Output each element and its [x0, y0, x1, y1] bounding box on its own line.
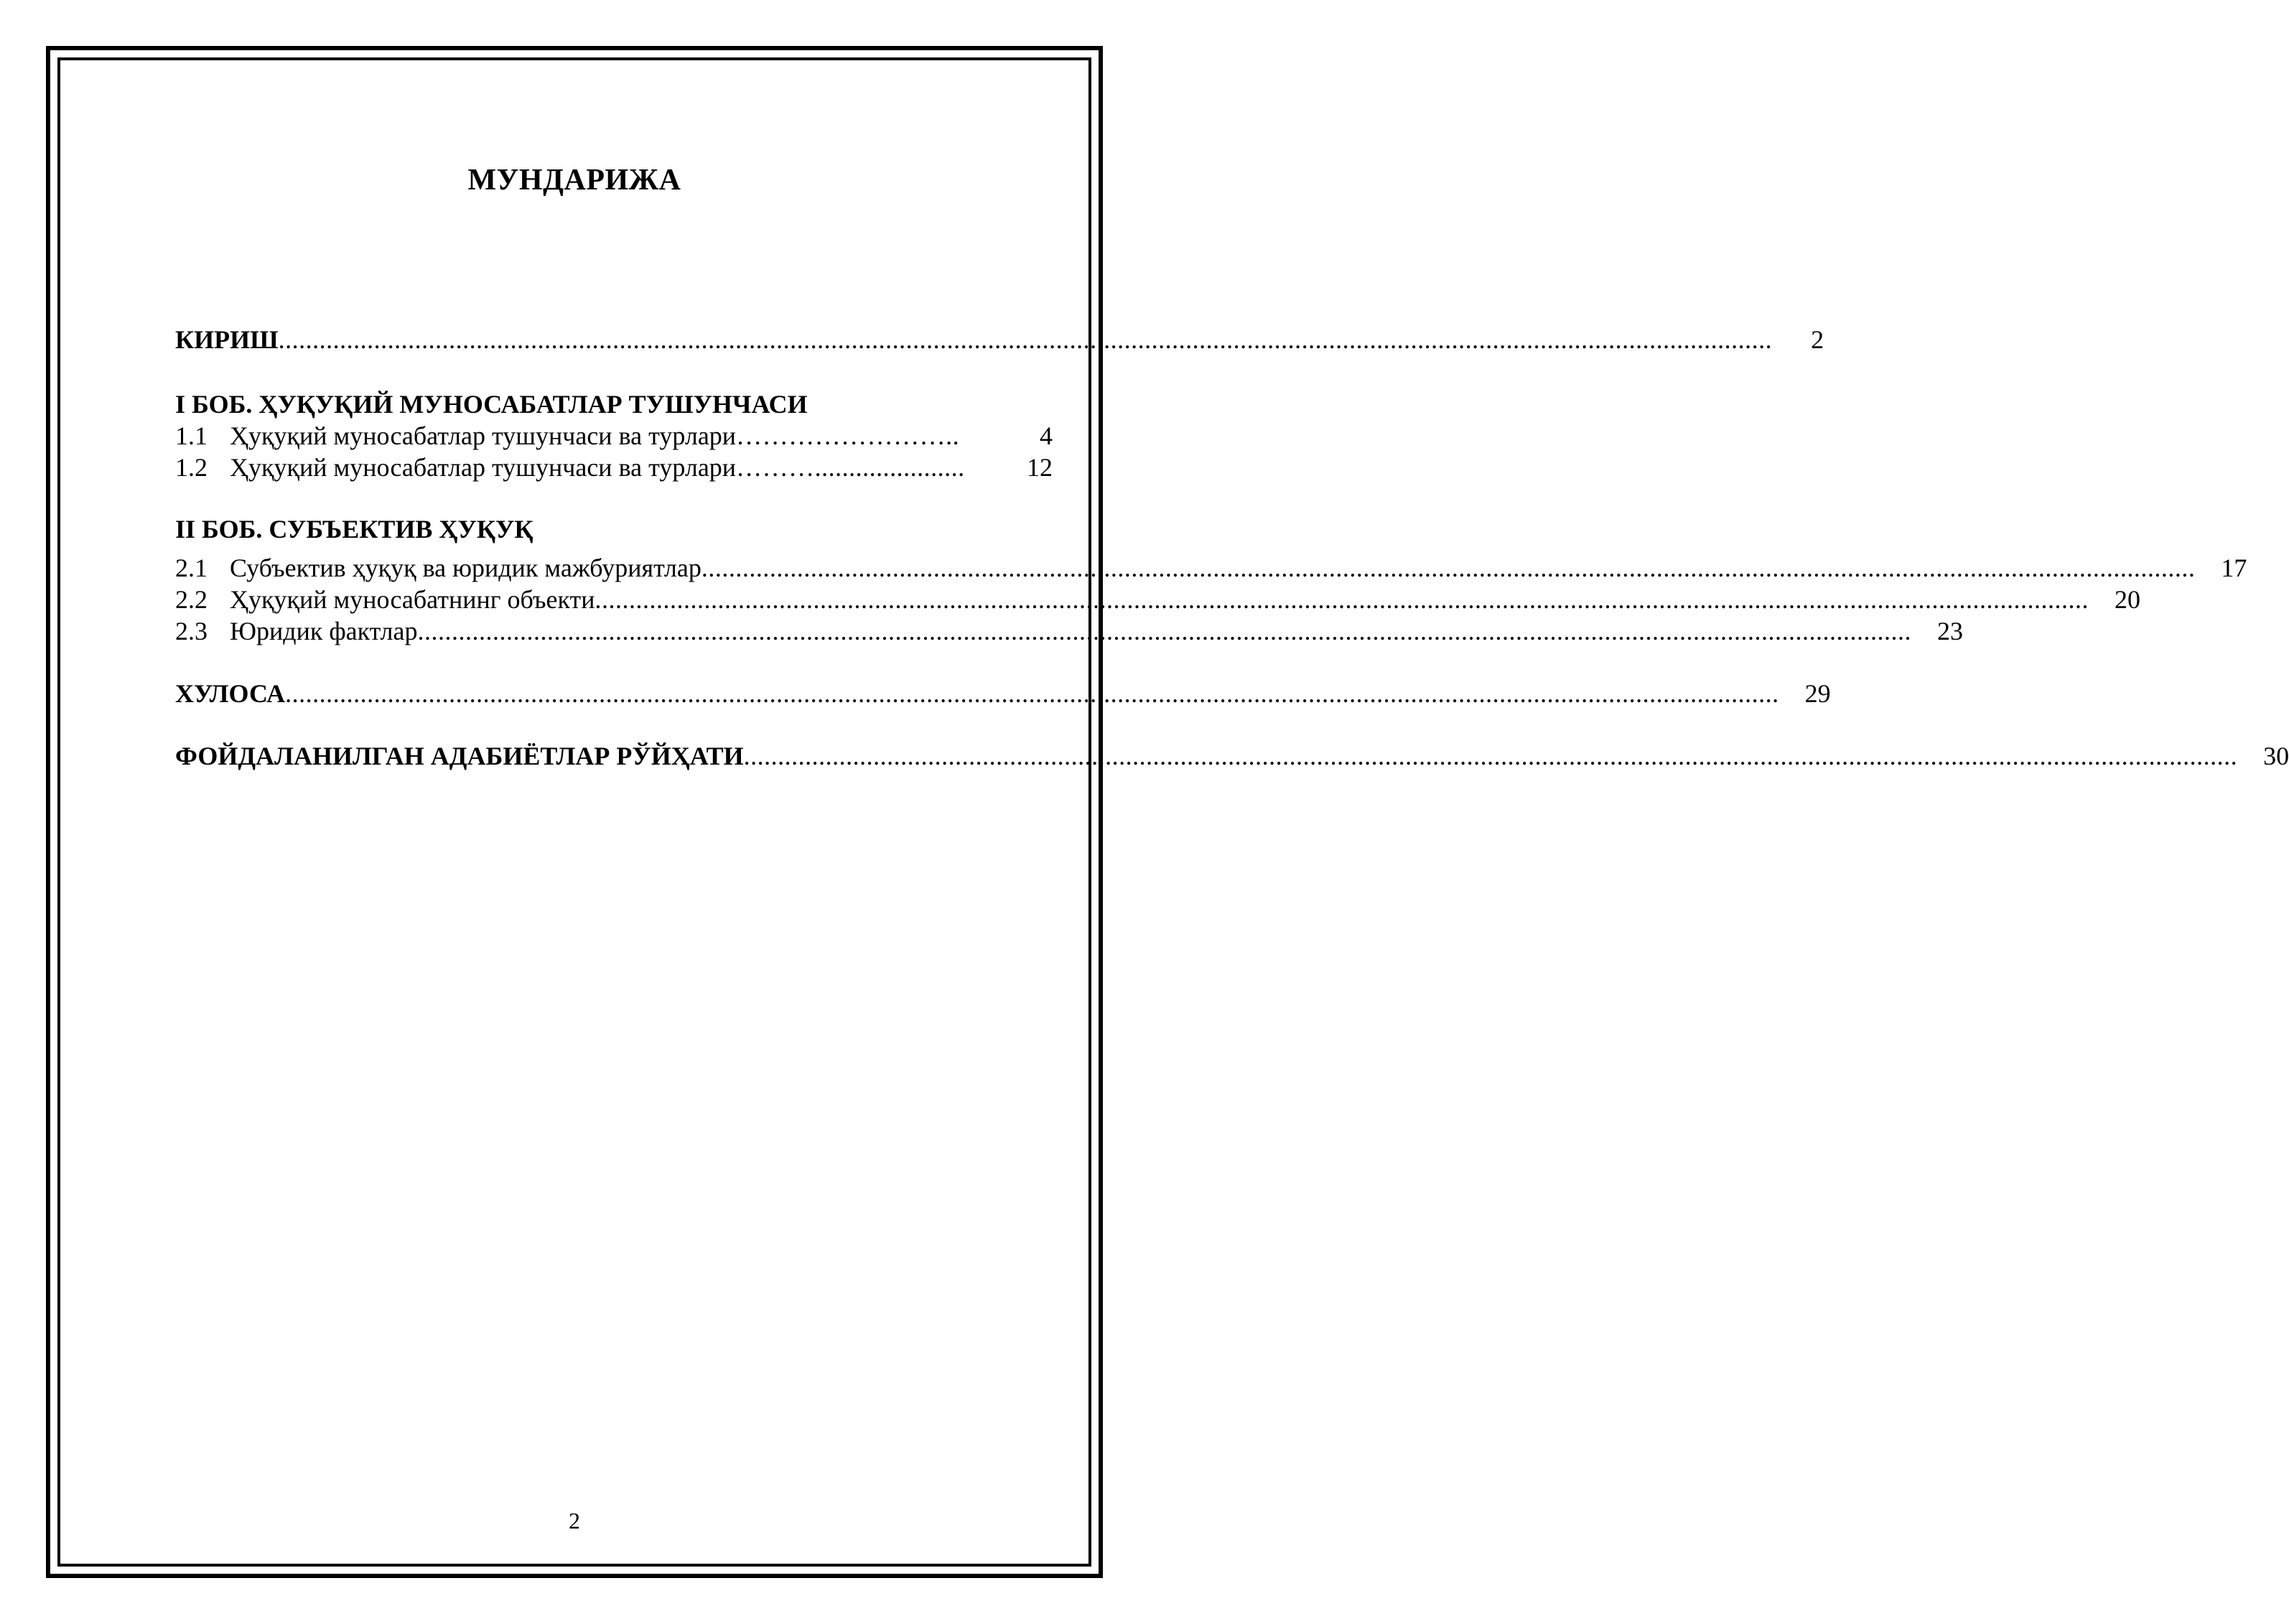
toc-leader-dots: ........................................................................................................................................................................................................................... [743, 742, 2238, 770]
toc-page-number: 20 [2115, 585, 2141, 614]
toc-leader-dots: ........................................................................................................................................................................................................................... [278, 325, 1773, 354]
toc-page-number: 2 [1811, 325, 1824, 354]
toc-leader-dots: ........................................................................................................................................................................................................................... [417, 617, 1911, 645]
toc-page-number: 12 [1027, 453, 1053, 482]
page-border-inner [57, 57, 1091, 1567]
page-number-footer: 2 [569, 1508, 580, 1534]
toc-leader-dots: ........................................................................................................................................................................................................................... [595, 585, 2089, 614]
toc-page-number: 30 [2263, 742, 2289, 770]
page-title: МУНДАРИЖА [467, 164, 681, 197]
toc-entry-label: Ҳуқуқий муносабатлар тушунчаси ва турлари [230, 453, 737, 482]
section-number: 2.3 [175, 617, 208, 645]
toc-entry-label: Субъектив ҳуқуқ ва юридик мажбуриятлар [230, 554, 701, 582]
section-number: 2.1 [175, 554, 208, 582]
toc-entry-label: ФОЙДАЛАНИЛГАН АДАБИЁТЛАР РЎЙҲАТИ [175, 742, 744, 770]
toc-entry-intro[interactable] [175, 324, 1824, 355]
toc-entry-conclusion[interactable] [175, 678, 1831, 709]
section-number: 1.1 [175, 421, 208, 450]
toc-entry-label: ХУЛОСА [175, 679, 286, 708]
chapter-1-heading[interactable]: I БОБ. ҲУҚУҚИЙ МУНОСАБАТЛАР ТУШУНЧАСИ [175, 390, 808, 419]
section-number: 2.2 [175, 585, 208, 614]
toc-entry-label: Юридик фактлар [230, 617, 418, 645]
toc-entry-1-2[interactable] [175, 452, 1053, 483]
toc-entry-label: КИРИШ [175, 325, 279, 354]
toc-leader-dots: …………………….. [736, 421, 960, 450]
toc-entry-2-3[interactable] [175, 615, 1963, 647]
toc-page-number: 23 [1936, 617, 1963, 645]
toc-entry-2-1[interactable] [175, 552, 2247, 584]
section-number: 1.2 [175, 453, 208, 482]
toc-entry-2-2[interactable] [175, 584, 2141, 615]
toc-entry-label: Ҳуқуқий муносабатнинг объекти [230, 585, 595, 614]
toc-entry-label: Ҳуқуқий муносабатлар тушунчаси ва турлари [230, 421, 737, 450]
toc-entry-references[interactable] [175, 740, 2289, 772]
toc-leader-dots: ........................................................................................................................................................................................................................... [701, 554, 2196, 582]
toc-page-number: 29 [1804, 679, 1831, 708]
toc-entry-1-1[interactable] [175, 420, 1053, 452]
toc-page-number: 4 [1040, 421, 1053, 450]
chapter-2-heading[interactable]: II БОБ. СУБЪЕКТИВ ҲУҚУҚ [175, 515, 533, 543]
toc-page-number: 17 [2221, 554, 2247, 582]
toc-leader-dots: ........................................................................................................................................................................................................................... [285, 679, 1779, 708]
toc-leader-dots: ………...................... [736, 453, 965, 482]
